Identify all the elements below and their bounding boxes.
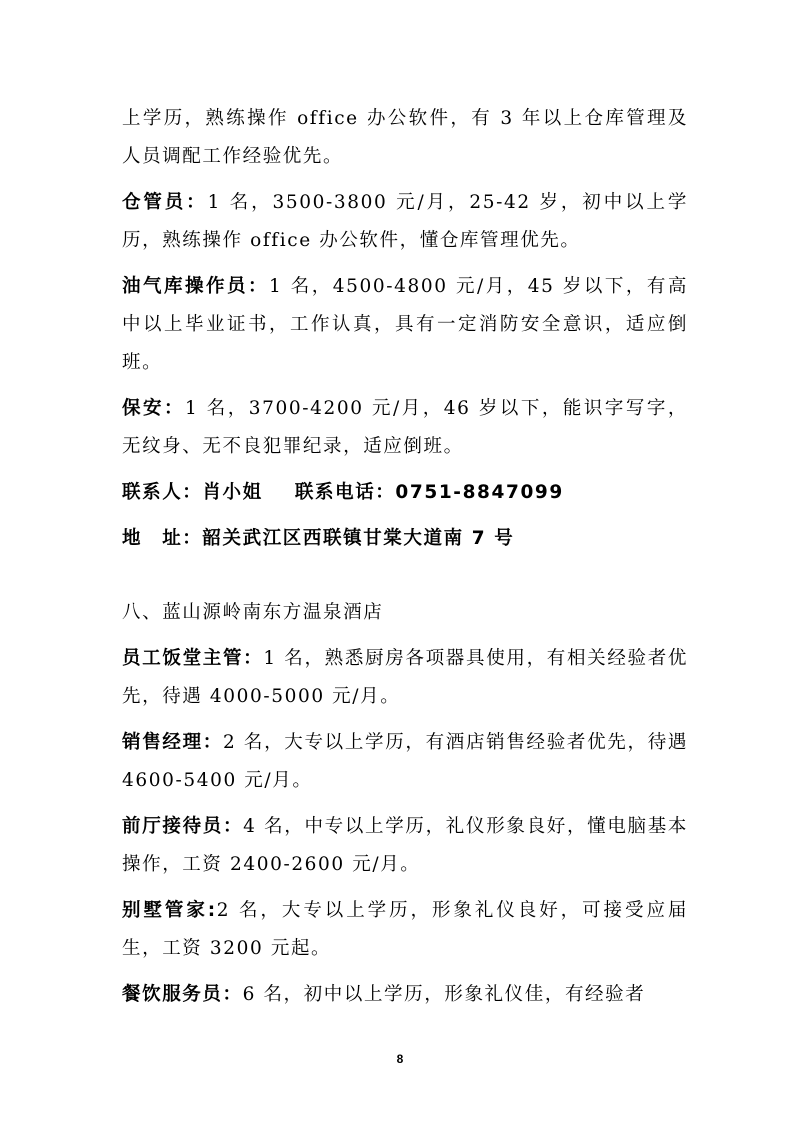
job-details: 2 名，大专以上学历，形象礼仪良好，可接受应届生，工资 3200 元起。 <box>122 900 688 959</box>
address-value: 韶关武江区西联镇甘棠大道南 7 号 <box>202 528 515 549</box>
job-title: 销售经理： <box>122 732 223 753</box>
page-content <box>122 100 688 1022</box>
address-label: 地 址： <box>122 528 203 549</box>
section-spacer <box>122 566 688 594</box>
job-oil-depot-operator <box>122 268 688 382</box>
job-details: 6 名，初中以上学历，形象礼仪佳，有经验者 <box>242 984 646 1005</box>
job-villa-butler <box>122 892 688 968</box>
job-details: 1 名，3500-3800 元/月，25-42 岁，初中以上学历，熟练操作 office 办公软件，懂仓库管理优先。 <box>122 192 688 251</box>
section-heading <box>122 594 688 632</box>
job-details: 2 名，大专以上学历，有酒店销售经验者优先，待遇 4600-5400 元/月。 <box>122 732 688 791</box>
job-title: 仓管员： <box>122 192 208 213</box>
contact-phone-label: 联系电话： <box>294 482 396 503</box>
page-number: 8 <box>396 1052 404 1066</box>
section-title: 八、蓝山源岭南东方温泉酒店 <box>122 602 384 623</box>
job-details: 1 名，熟悉厨房各项器具使用，有相关经验者优先，待遇 4000-5000 元/月。 <box>122 648 689 707</box>
job-details: 4 名，中专以上学历，礼仪形象良好，懂电脑基本操作，工资 2400-2600 元/月。 <box>122 816 689 875</box>
contact-person: 肖小姐 <box>202 482 263 503</box>
job-sales-manager <box>122 724 688 800</box>
contact-person-label: 联系人： <box>122 482 203 503</box>
job-title: 前厅接待员： <box>122 816 244 837</box>
job-warehouse-keeper <box>122 184 688 260</box>
job-details: 1 名，3700-4200 元/月，46 岁以下，能识字写字，无纹身、无不良犯罪纪录，适应倒班。 <box>122 398 688 457</box>
address-line <box>122 520 688 558</box>
job-restaurant-server <box>122 976 688 1014</box>
job-front-desk-receptionist <box>122 808 688 884</box>
job-title: 油气库操作员： <box>122 276 270 297</box>
job-title: 保安： <box>122 398 186 419</box>
job-title: 别墅管家: <box>122 900 217 921</box>
job-canteen-supervisor <box>122 640 688 716</box>
job-title: 员工饭堂主管： <box>122 648 264 669</box>
intro-paragraph <box>122 100 688 176</box>
job-security-guard <box>122 390 688 466</box>
job-details: 1 名，4500-4800 元/月，45 岁以下，有高中以上毕业证书，工作认真，具有一定消防安全意识，适应倒班。 <box>122 276 688 373</box>
contact-phone: 0751-8847099 <box>395 482 564 503</box>
contact-line <box>122 474 688 512</box>
job-title: 餐饮服务员： <box>122 984 243 1005</box>
intro-text: 上学历，熟练操作 office 办公软件，有 3 年以上仓库管理及人员调配工作经验优先。 <box>122 108 688 167</box>
